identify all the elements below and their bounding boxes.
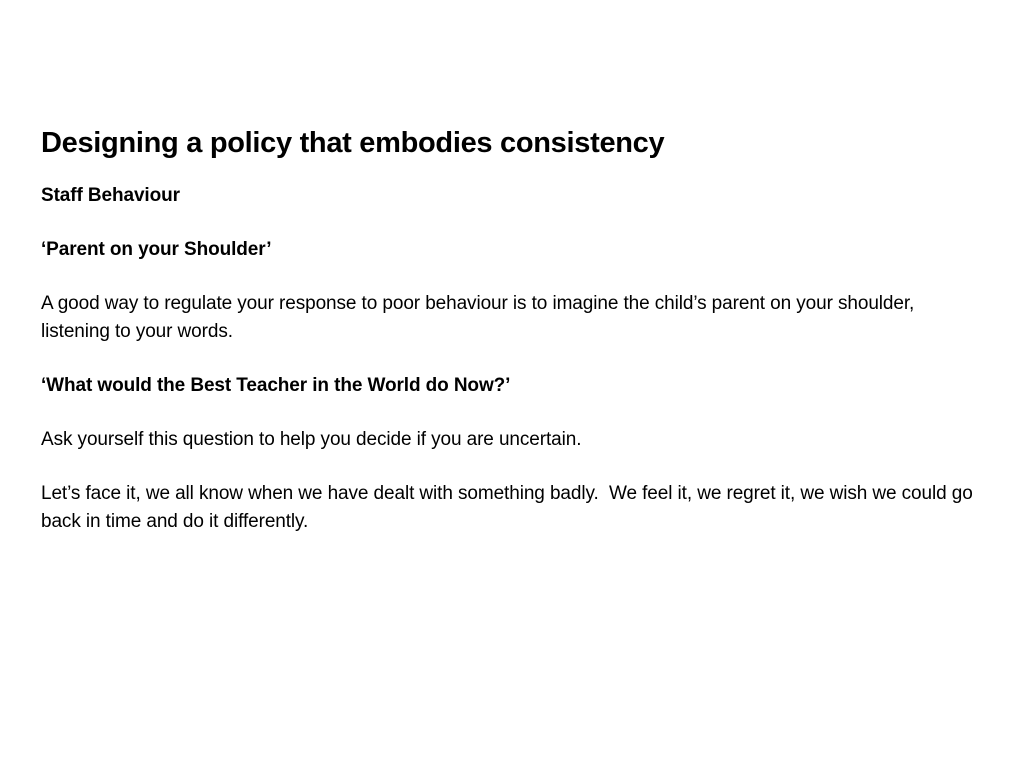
closing-paragraph: Let’s face it, we all know when we have dealt with something badly. We feel it, we regret it, we wish we could go back in time and do it differently. (41, 483, 978, 532)
slide-title: Designing a policy that embodies consistency (41, 127, 665, 159)
section-heading-best-teacher: ‘What would the Best Teacher in the World do Now?’ (41, 375, 511, 396)
section-body-best-teacher: Ask yourself this question to help you decide if you are uncertain. (41, 429, 582, 450)
subheading: Staff Behaviour (41, 185, 180, 206)
section-body-parent: A good way to regulate your response to poor behaviour is to imagine the child’s parent on your shoulder, listening to your words. (41, 293, 915, 342)
section-heading-parent: ‘Parent on your Shoulder’ (41, 239, 272, 260)
slide-content (41, 124, 981, 562)
